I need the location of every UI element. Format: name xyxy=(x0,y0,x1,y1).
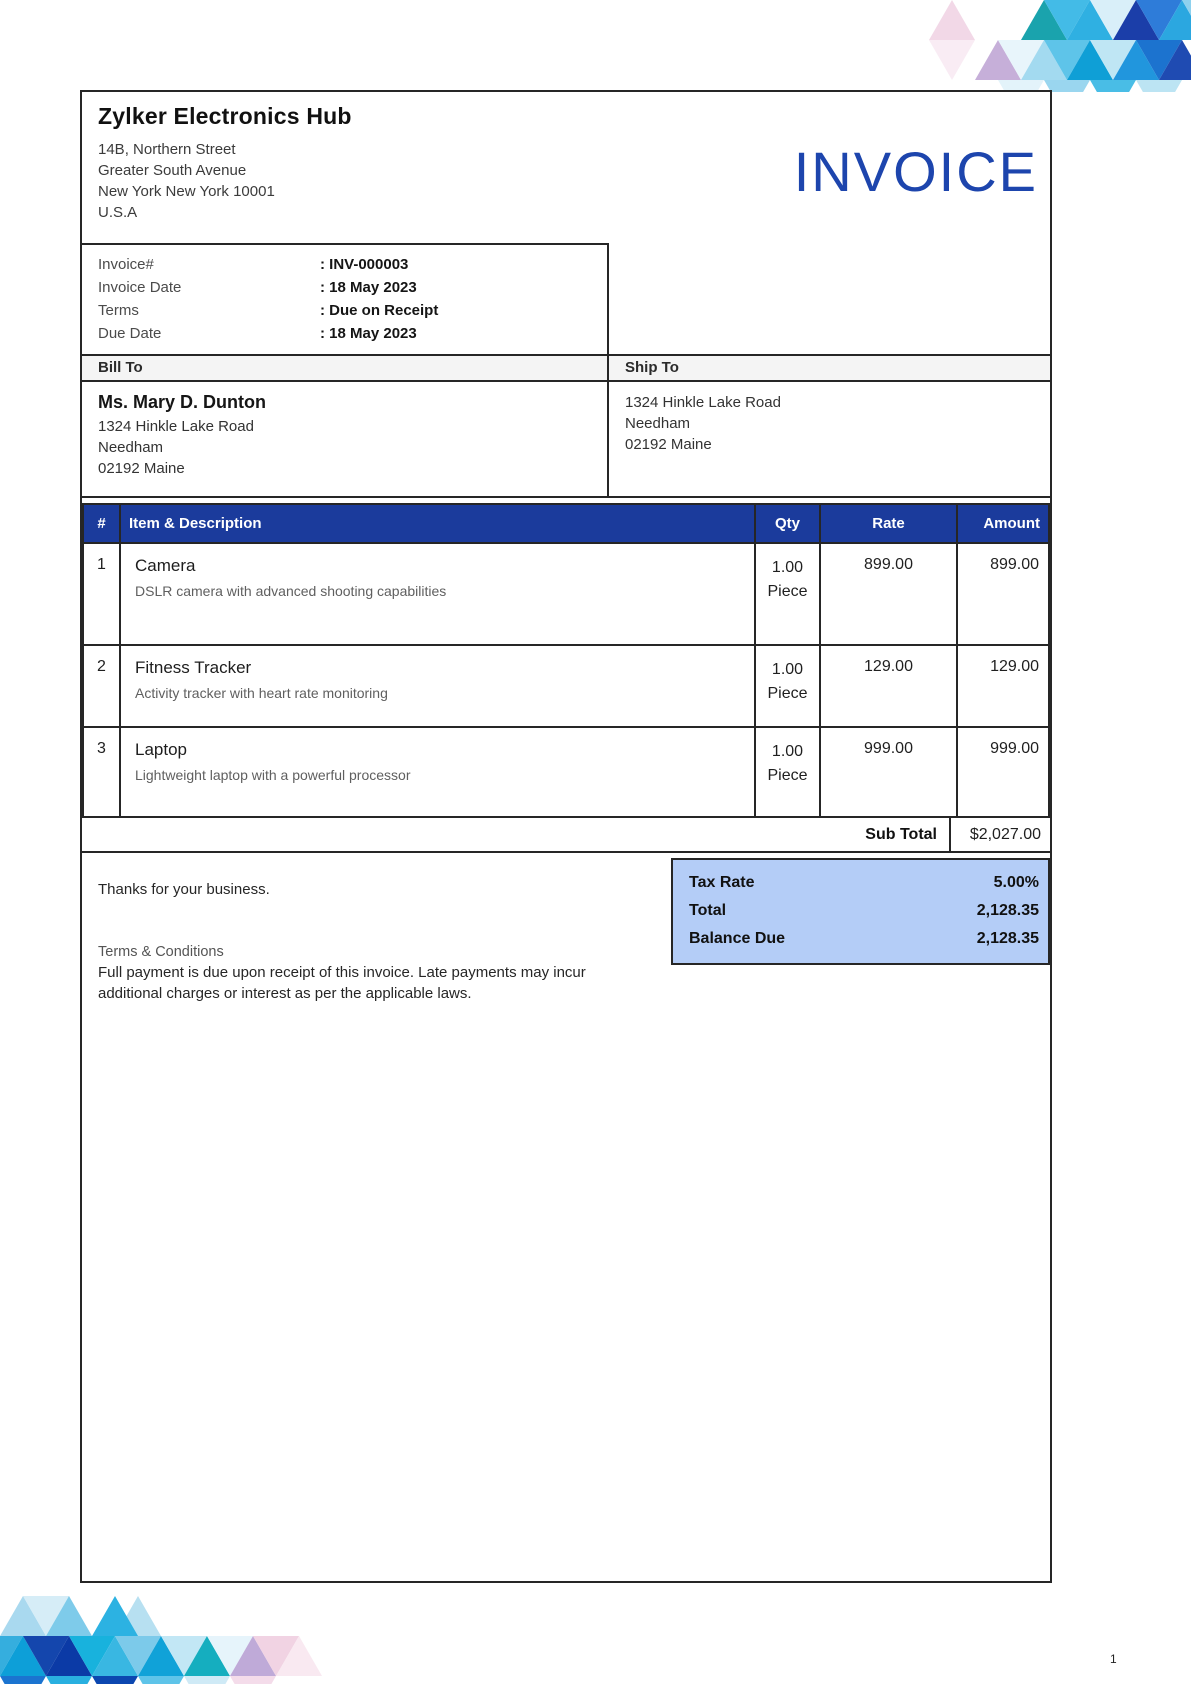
totals-label: Tax Rate xyxy=(689,874,755,891)
totals-row-tax-rate xyxy=(673,869,1048,897)
meta-row-invoice-date xyxy=(98,276,607,299)
ship-to-address xyxy=(609,382,1050,496)
bill-to-header: Bill To xyxy=(82,356,609,380)
meta-label: Terms xyxy=(98,302,139,319)
item-description-cell xyxy=(120,645,755,727)
invoice-meta xyxy=(82,243,609,354)
item-unit: Piece xyxy=(767,583,808,600)
item-rate: 999.00 xyxy=(820,727,957,817)
bill-to-line: 1324 Hinkle Lake Road xyxy=(98,418,254,435)
bill-to-name: Ms. Mary D. Dunton xyxy=(98,392,267,412)
totals-value: 2,128.35 xyxy=(976,902,1039,919)
item-unit: Piece xyxy=(767,685,808,702)
item-qty-cell xyxy=(755,727,820,817)
terms-block xyxy=(98,944,655,1004)
triangle-mosaic-bottom-left xyxy=(0,1588,330,1684)
ship-to-line: 02192 Maine xyxy=(625,436,712,453)
meta-label: Invoice Date xyxy=(98,279,182,296)
item-row xyxy=(83,543,1049,645)
totals-row-total xyxy=(673,897,1048,925)
bill-to-line: Needham xyxy=(98,439,164,456)
terms-title: Terms & Conditions xyxy=(98,944,224,960)
totals-value: 5.00% xyxy=(993,874,1039,891)
item-qty-cell xyxy=(755,645,820,727)
item-number: 1 xyxy=(83,543,120,645)
item-number: 2 xyxy=(83,645,120,727)
page-number: 1 xyxy=(1110,1652,1117,1666)
company-address-line: Greater South Avenue xyxy=(98,162,247,179)
column-header-amount: Amount xyxy=(957,504,1049,543)
bottom-section xyxy=(82,853,1050,1004)
company-name: Zylker Electronics Hub xyxy=(98,103,352,129)
item-amount: 129.00 xyxy=(957,645,1049,727)
item-amount: 999.00 xyxy=(957,727,1049,817)
parties-content xyxy=(82,382,1050,498)
item-name: Laptop xyxy=(135,740,187,759)
totals-label: Balance Due xyxy=(689,930,786,947)
items-table-header-row xyxy=(83,504,1049,543)
item-number: 3 xyxy=(83,727,120,817)
ship-to-header: Ship To xyxy=(625,359,679,376)
meta-label: Invoice# xyxy=(98,256,154,273)
item-unit: Piece xyxy=(767,767,808,784)
totals-label: Total xyxy=(689,902,727,919)
item-name: Camera xyxy=(135,556,196,575)
meta-row-due-date xyxy=(98,322,607,345)
column-header-qty: Qty xyxy=(755,504,820,543)
company-header xyxy=(82,92,1050,243)
items-table xyxy=(82,503,1050,818)
item-rate: 129.00 xyxy=(820,645,957,727)
subtotal-label: Sub Total xyxy=(865,826,937,843)
column-header-description: Item & Description xyxy=(120,504,755,543)
invoice-document xyxy=(80,90,1052,1583)
meta-value: : 18 May 2023 xyxy=(320,279,417,296)
item-description-cell xyxy=(120,543,755,645)
item-row xyxy=(83,727,1049,817)
item-description: Activity tracker with heart rate monitoring xyxy=(135,685,388,701)
ship-to-line: 1324 Hinkle Lake Road xyxy=(625,394,781,411)
meta-label: Due Date xyxy=(98,325,162,342)
column-header-number: # xyxy=(83,504,120,543)
company-address-line: New York New York 10001 xyxy=(98,183,275,200)
parties-header-bar xyxy=(82,354,1050,382)
terms-text: Full payment is due upon receipt of this invoice. Late payments may incur additional charges or interest as per the applicable laws. xyxy=(98,964,586,1002)
company-address-line: U.S.A xyxy=(98,204,138,221)
item-name: Fitness Tracker xyxy=(135,658,252,677)
item-rate: 899.00 xyxy=(820,543,957,645)
item-qty: 1.00 xyxy=(771,661,804,678)
item-amount: 899.00 xyxy=(957,543,1049,645)
company-address-line: 14B, Northern Street xyxy=(98,141,236,158)
meta-value: : INV-000003 xyxy=(320,256,409,273)
meta-row-invoice-number xyxy=(98,253,607,276)
item-qty: 1.00 xyxy=(771,559,804,576)
footer-notes xyxy=(82,853,671,1004)
item-qty: 1.00 xyxy=(771,743,804,760)
bill-to-address xyxy=(82,382,609,496)
meta-value: : Due on Receipt xyxy=(320,302,439,319)
triangle-mosaic-top-right xyxy=(871,0,1191,92)
item-qty-cell xyxy=(755,543,820,645)
item-description: Lightweight laptop with a powerful processor xyxy=(135,767,411,783)
meta-value: : 18 May 2023 xyxy=(320,325,417,342)
totals-value: 2,128.35 xyxy=(976,930,1039,947)
bill-to-line: 02192 Maine xyxy=(98,460,185,477)
item-description-cell xyxy=(120,727,755,817)
totals-row-balance-due xyxy=(673,925,1048,953)
subtotal-value: $2,027.00 xyxy=(949,818,1050,851)
column-header-rate: Rate xyxy=(820,504,957,543)
totals-box xyxy=(671,858,1050,965)
item-description: DSLR camera with advanced shooting capabilities xyxy=(135,583,447,599)
meta-row-terms xyxy=(98,299,607,322)
subtotal-row xyxy=(82,818,1050,853)
thanks-note: Thanks for your business. xyxy=(98,881,270,898)
document-title: INVOICE xyxy=(793,140,1038,203)
item-row xyxy=(83,645,1049,727)
ship-to-line: Needham xyxy=(625,415,691,432)
